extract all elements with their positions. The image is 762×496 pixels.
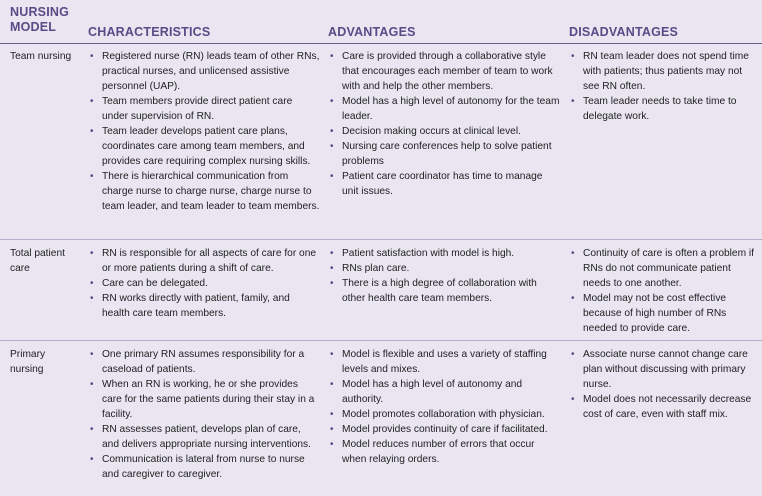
header-disadvantages: DISADVANTAGES [569, 25, 679, 39]
bullet-icon: • [571, 248, 575, 259]
list-item-text: Team members provide direct patient care under supervision of RN. [102, 96, 293, 122]
list-item-text: Continuity of care is often a problem if RNs do not communicate patient needs to one another. [583, 248, 755, 289]
disadvantages-cell [569, 347, 759, 422]
bullet-icon: • [330, 439, 334, 450]
list-item [328, 139, 560, 169]
advantages-cell [328, 49, 560, 199]
disadvantages-cell [569, 49, 759, 124]
list-item-text: Team leader needs to take time to delegate work. [583, 96, 737, 122]
list-item [569, 347, 759, 392]
list-item [328, 261, 560, 276]
list-item [328, 124, 560, 139]
list-item [88, 124, 320, 169]
bullet-icon: • [330, 96, 334, 107]
list-item [328, 437, 560, 467]
bullet-icon: • [571, 349, 575, 360]
bullet-icon: • [90, 379, 94, 390]
characteristics-cell [88, 246, 320, 321]
bullet-icon: • [90, 248, 94, 259]
bullet-icon: • [571, 51, 575, 62]
bullet-icon: • [330, 278, 334, 289]
list-item-text: When an RN is working, he or she provides care for the same patients during their stay in a facility. [102, 379, 315, 420]
list-item [328, 276, 560, 306]
bullet-icon: • [90, 293, 94, 304]
list-item [569, 94, 759, 124]
list-item-text: Decision making occurs at clinical level. [342, 126, 521, 137]
bullet-icon: • [90, 349, 94, 360]
list-item-text: RN is responsible for all aspects of care for one or more patients during a shift of care. [102, 248, 317, 274]
list-item [328, 347, 560, 377]
list-item-text: Model may not be cost effective because of high number of RNs needed to provide care. [583, 293, 727, 334]
bullet-icon: • [330, 379, 334, 390]
list-item-text: RN works directly with patient, family, and health care team members. [102, 293, 290, 319]
list-item-text: One primary RN assumes responsibility for a caseload of patients. [102, 349, 305, 375]
list-item [328, 377, 560, 407]
list-item-text: RN assesses patient, develops plan of care, and delivers appropriate nursing interventions. [102, 424, 311, 450]
bullet-icon: • [571, 293, 575, 304]
list-item [88, 49, 320, 94]
table-row [0, 43, 762, 240]
list-item-text: Model provides continuity of care if facilitated. [342, 424, 548, 435]
list-item-text: Communication is lateral from nurse to nurse and caregiver to caregiver. [102, 454, 305, 480]
model-name: Primary nursing [10, 349, 46, 375]
list-item-text: Model promotes collaboration with physician. [342, 409, 545, 420]
list-item [88, 291, 320, 321]
bullet-icon: • [90, 424, 94, 435]
bullet-icon: • [330, 409, 334, 420]
list-item [88, 169, 320, 214]
list-item-text: Model is flexible and uses a variety of staffing levels and mixes. [342, 349, 547, 375]
table-row [0, 341, 762, 496]
list-item [328, 169, 560, 199]
bullet-icon: • [330, 171, 334, 182]
list-item [88, 422, 320, 452]
list-item-text: There is a high degree of collaboration with other health care team members. [342, 278, 537, 304]
list-item [88, 276, 320, 291]
header-advantages: ADVANTAGES [328, 25, 416, 39]
list-item [328, 49, 560, 94]
table-row [0, 240, 762, 341]
list-item-text: There is hierarchical communication from charge nurse to charge nurse, charge nurse to team leader, and team leader to team members. [102, 171, 320, 212]
list-item [328, 246, 560, 261]
list-item [88, 452, 320, 482]
characteristics-cell [88, 49, 320, 214]
list-item-text: Model reduces number of errors that occur when relaying orders. [342, 439, 535, 465]
model-name: Total patient care [10, 248, 65, 274]
bullet-icon: • [330, 51, 334, 62]
list-item [569, 246, 759, 291]
bullet-icon: • [330, 424, 334, 435]
header-nursing-model: NURSING MODEL [10, 5, 70, 34]
bullet-icon: • [330, 263, 334, 274]
bullet-icon: • [90, 126, 94, 137]
bullet-icon: • [90, 51, 94, 62]
characteristics-cell [88, 347, 320, 482]
table-header [0, 0, 762, 44]
bullet-icon: • [330, 126, 334, 137]
list-item [88, 347, 320, 377]
bullet-icon: • [90, 278, 94, 289]
list-item [328, 94, 560, 124]
list-item-text: Registered nurse (RN) leads team of other RNs, practical nurses, and unlicensed assistive personnel (UAP). [102, 51, 320, 92]
list-item [328, 407, 560, 422]
list-item [88, 377, 320, 422]
list-item-text: Model has a high level of autonomy for the team leader. [342, 96, 560, 122]
bullet-icon: • [330, 141, 334, 152]
list-item-text: Associate nurse cannot change care plan without discussing with primary nurse. [583, 349, 748, 390]
list-item-text: Patient satisfaction with model is high. [342, 248, 515, 259]
advantages-cell [328, 347, 560, 467]
bullet-icon: • [90, 171, 94, 182]
list-item-text: Nursing care conferences help to solve patient problems [342, 141, 552, 167]
list-item-text: Team leader develops patient care plans, coordinates care among team members, and provides care requiring complex nursing skills. [102, 126, 311, 167]
list-item [328, 422, 560, 437]
list-item-text: RNs plan care. [342, 263, 410, 274]
list-item [569, 392, 759, 422]
list-item-text: RN team leader does not spend time with patients; thus patients may not see RN often. [583, 51, 749, 92]
list-item-text: Care can be delegated. [102, 278, 208, 289]
bullet-icon: • [330, 349, 334, 360]
bullet-icon: • [571, 394, 575, 405]
list-item-text: Patient care coordinator has time to manage unit issues. [342, 171, 543, 197]
bullet-icon: • [571, 96, 575, 107]
list-item [88, 246, 320, 276]
advantages-cell [328, 246, 560, 306]
disadvantages-cell [569, 246, 759, 336]
model-name: Team nursing [10, 51, 72, 62]
list-item-text: Model does not necessarily decrease cost of care, even with staff mix. [583, 394, 752, 420]
list-item [569, 291, 759, 336]
bullet-icon: • [90, 454, 94, 465]
list-item [569, 49, 759, 94]
list-item [88, 94, 320, 124]
header-characteristics: CHARACTERISTICS [88, 25, 211, 39]
bullet-icon: • [330, 248, 334, 259]
list-item-text: Care is provided through a collaborative style that encourages each member of team to work with and help the other members. [342, 51, 553, 92]
list-item-text: Model has a high level of autonomy and authority. [342, 379, 523, 405]
bullet-icon: • [90, 96, 94, 107]
